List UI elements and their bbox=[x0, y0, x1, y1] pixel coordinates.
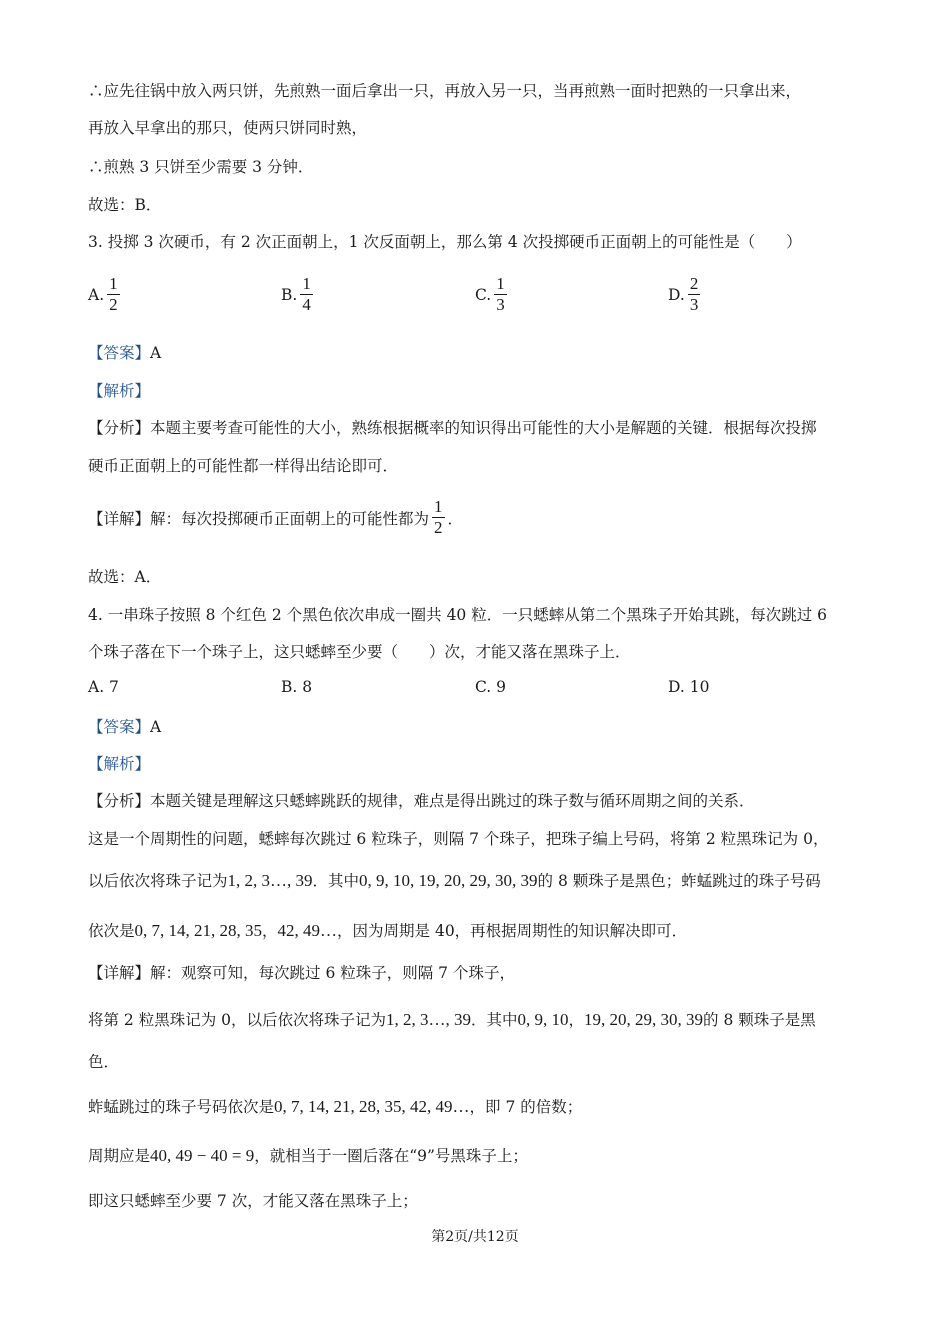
fraction bbox=[688, 274, 701, 315]
text: ， bbox=[262, 922, 278, 940]
analysis-line bbox=[88, 790, 755, 812]
analysis-line: 硬币正面朝上的可能性都一样得出结论即可． bbox=[88, 457, 399, 475]
option-letter: B. bbox=[281, 285, 298, 304]
detail-line: 色． bbox=[88, 1053, 120, 1071]
detail-end: ． bbox=[447, 509, 464, 528]
page-footer: 第2页/共12页 bbox=[431, 1229, 519, 1245]
text: ，即 7 的倍数； bbox=[469, 1098, 583, 1116]
denominator: 4 bbox=[302, 295, 311, 314]
text: ，因为周期是 40，再根据周期性的知识解决即可． bbox=[337, 922, 688, 940]
math: 0, 7, 14, 21, 28, 35, 42, 49… bbox=[274, 1097, 470, 1116]
option-letter: C. bbox=[475, 285, 492, 304]
denominator: 3 bbox=[689, 295, 699, 314]
q3-option-b bbox=[281, 274, 316, 315]
answer-line bbox=[88, 716, 161, 738]
math: 42, 49… bbox=[277, 921, 338, 940]
text: 的 8 颗珠子是黑 bbox=[703, 1011, 816, 1029]
text: 周期应是 bbox=[88, 1147, 151, 1165]
detail-text: 解：观察可知，每次跳过 6 粒珠子，则隔 7 个珠子， bbox=[150, 964, 515, 982]
question-4-cont: 个珠子落在下一个珠子上，这只蟋蟀至少要（ ）次，才能又落在黑珠子上． bbox=[88, 643, 631, 661]
math: 0, 9, 10 bbox=[517, 1010, 569, 1029]
solution-line: ∴煎熟 3 只饼至少需要 3 分钟． bbox=[88, 158, 314, 176]
option-letter: A. bbox=[88, 285, 105, 304]
fraction bbox=[494, 274, 507, 315]
text: ．其中 bbox=[312, 872, 360, 890]
answer-choice-line: 故选：A． bbox=[88, 568, 162, 586]
detail-line bbox=[88, 1145, 528, 1167]
fraction bbox=[300, 274, 313, 315]
denominator: 2 bbox=[434, 518, 443, 537]
analysis-line: 这是一个周期性的问题，蟋蟀每次跳过 6 粒珠子，则隔 7 个珠子，把珠子编上号码，将第 2 粒黑珠记为 0， bbox=[88, 830, 829, 848]
detail-line bbox=[88, 497, 463, 538]
q3-option-c bbox=[475, 274, 510, 315]
text: 蚱蜢跳过的珠子号码依次是 bbox=[88, 1098, 275, 1116]
question-3: 3. 投掷 3 次硬币，有 2 次正面朝上，1 次反面朝上，那么第 4 次投掷硬币正面朝上的可能性是（ ） bbox=[88, 233, 802, 251]
math: 19, 20, 29, 30, 39 bbox=[584, 1010, 704, 1029]
math: 1, 2, 3…, 39 bbox=[386, 1010, 472, 1029]
text: ， bbox=[568, 1011, 585, 1029]
detail-tag: 【详解】 bbox=[88, 964, 151, 982]
q4-option-d: D. 10 bbox=[668, 678, 710, 696]
analysis-tag: 【解析】 bbox=[88, 755, 151, 773]
answer-value: A bbox=[150, 718, 162, 736]
numerator: 2 bbox=[689, 274, 699, 293]
numerator: 1 bbox=[109, 274, 118, 293]
analysis-line bbox=[88, 417, 817, 439]
text: 的 8 颗珠子是黑色；蚱蜢跳过的珠子号码 bbox=[537, 872, 821, 890]
analysis-line bbox=[88, 870, 821, 892]
analysis-line bbox=[88, 920, 687, 942]
answer-line bbox=[88, 342, 161, 364]
detail-tag: 【详解】 bbox=[88, 509, 151, 528]
text: 以后依次将珠子记为 bbox=[88, 872, 228, 890]
q3-option-d bbox=[668, 274, 703, 315]
detail-line bbox=[88, 1096, 582, 1118]
answer-tag: 【答案】 bbox=[88, 344, 151, 362]
option-letter: D. bbox=[668, 285, 685, 304]
fenxi-text: 本题主要考查可能性的大小，熟练根据概率的知识得出可能性的大小是解题的关键．根据每次投掷 bbox=[150, 419, 817, 437]
q4-option-b: B. 8 bbox=[281, 678, 313, 696]
text: 将第 2 粒黑珠记为 0，以后依次将珠子记为 bbox=[88, 1011, 387, 1029]
answer-choice-line: 故选：B． bbox=[88, 196, 162, 214]
text: ，就相当于一圈后落在“9”号黑珠子上； bbox=[254, 1147, 528, 1165]
numerator: 1 bbox=[302, 274, 311, 293]
math: 1, 2, 3…, 39 bbox=[227, 871, 313, 890]
q4-option-a: A. 7 bbox=[88, 678, 119, 696]
math: 0, 9, 10, 19, 20, 29, 30, 39 bbox=[359, 871, 538, 890]
math: 0, 7, 14, 21, 28, 35 bbox=[134, 921, 263, 940]
denominator: 3 bbox=[496, 295, 505, 314]
fraction bbox=[432, 497, 445, 538]
detail-line bbox=[88, 1009, 816, 1031]
detail-text: 解：每次投掷硬币正面朝上的可能性都为 bbox=[150, 509, 430, 528]
solution-line: ∴应先往锅中放入两只饼，先煎熟一面后拿出一只，再放入另一只，当再煎熟一面时把熟的一只拿出来， bbox=[88, 82, 802, 100]
fraction bbox=[107, 274, 120, 315]
text: ．其中 bbox=[471, 1011, 518, 1029]
text: 依次是 bbox=[88, 922, 135, 940]
analysis-tag: 【解析】 bbox=[88, 382, 151, 400]
numerator: 1 bbox=[496, 274, 505, 293]
math: 40, 49 − 40 = 9 bbox=[150, 1146, 255, 1165]
answer-value: A bbox=[150, 344, 162, 362]
q4-option-c: C. 9 bbox=[475, 678, 507, 696]
solution-line: 再放入早拿出的那只，使两只饼同时熟， bbox=[88, 119, 368, 137]
numerator: 1 bbox=[434, 497, 443, 516]
fenxi-tag: 【分析】 bbox=[88, 792, 151, 810]
q3-option-a bbox=[88, 274, 123, 315]
question-4: 4. 一串珠子按照 8 个红色 2 个黑色依次串成一圈共 40 粒．一只蟋蟀从第二个黑珠子开始其跳，每次跳过 6 bbox=[88, 606, 828, 624]
fenxi-tag: 【分析】 bbox=[88, 419, 151, 437]
detail-line: 即这只蟋蟀至少要 7 次，才能又落在黑珠子上； bbox=[88, 1192, 418, 1210]
detail-line bbox=[88, 962, 515, 984]
answer-tag: 【答案】 bbox=[88, 718, 151, 736]
denominator: 2 bbox=[109, 295, 118, 314]
fenxi-text: 本题关键是理解这只蟋蟀跳跃的规律，难点是得出跳过的珠子数与循环周期之间的关系． bbox=[150, 792, 755, 810]
